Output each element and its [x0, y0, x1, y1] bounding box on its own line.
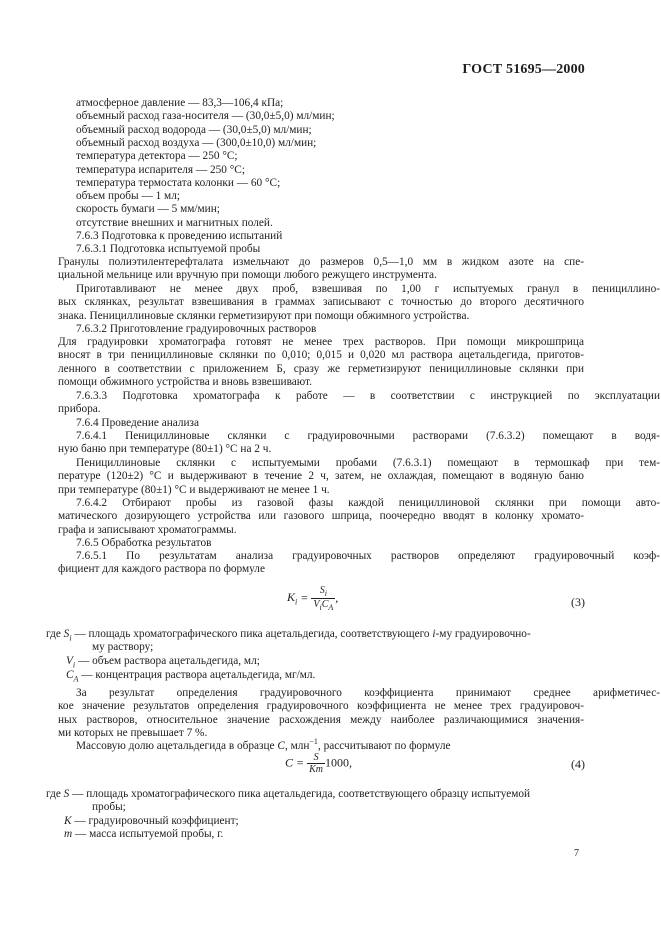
legend-text: — площадь хроматографического пика ацетальдегида, соответствующего	[71, 628, 433, 640]
legend-text: — концентрация раствора ацетальдегида, мг/мл.	[78, 669, 316, 681]
condition-item: объемный расход газа-носителя — (30,0±5,0) мл/мин;	[76, 110, 335, 123]
symbol: C	[277, 739, 285, 752]
text-run: , рассчитывают по формуле	[317, 739, 451, 752]
fraction	[311, 585, 335, 612]
symbol-subscript: i	[295, 597, 298, 607]
symbol: C	[285, 755, 294, 770]
symbol-subscript: i	[319, 603, 322, 612]
paragraph-line: ленного в соответствии с приложением Б, сразу же герметизируют пенициллиновые склянки при	[58, 362, 584, 375]
condition-item: объем пробы — 1 мл;	[76, 190, 180, 203]
symbol-subscript: i	[69, 633, 72, 643]
legend-line: пробы;	[92, 801, 126, 813]
paragraph-line: ми которых не превышает 7 %.	[58, 726, 208, 739]
paragraph-line: 7.6.4.1 Пенициллиновые склянки с градуировочными растворами (7.6.3.2) помещают в водя-	[76, 430, 660, 442]
legend-text: — площадь хроматографического пика ацетальдегида, соответствующего образцу испытуемой	[69, 788, 531, 800]
paragraph-line: помощи обжимного устройства и вновь взвешивают.	[58, 375, 312, 388]
symbol: $C_A$	[321, 599, 334, 612]
condition-item: отсутствие внешних и магнитных полей.	[76, 216, 273, 229]
legend-line	[66, 669, 661, 685]
paragraph-line: 7.6.3.3 Подготовка хроматографа к работе — в соответствии с инструкцией по эксплуатации	[76, 390, 660, 402]
paragraph-line: Пенициллиновые склянки с испытуемыми пробами (7.6.3.1) помещают в термошкаф при тем-	[76, 457, 660, 469]
paragraph-line: 7.6.4.2 Отбирают пробы из газовой фазы каждой пенициллиновой склянки при помощи авто-	[76, 497, 660, 509]
formula-4	[285, 752, 352, 775]
legend-line: му раствору;	[92, 641, 154, 653]
symbol-subscript: i	[72, 660, 76, 670]
condition-item: объемный расход водорода — (30,0±5,0) мл/мин;	[76, 123, 312, 136]
condition-item: температура детектора — 250 °С;	[76, 150, 238, 163]
equals-sign: =	[293, 755, 308, 770]
symbol: K	[64, 815, 72, 827]
formula-tail: ,	[335, 590, 339, 605]
formula-number: (4)	[571, 757, 585, 771]
symbol: $V_i$	[66, 655, 76, 670]
legend-line	[64, 815, 661, 828]
condition-item: объемный расход воздуха — (300,0±10,0) мл/мин;	[76, 136, 317, 149]
condition-item: скорость бумаги — 5 мм/мин;	[76, 203, 220, 216]
formula-3	[287, 585, 338, 612]
denominator	[307, 764, 325, 775]
symbol: $V_i$	[313, 599, 322, 612]
paragraph-line: ных растворов, относительное значение расхождения между наиболее различающимися значения-	[58, 713, 584, 726]
paragraph-line: при температуре (80±1) °С и выдерживают не менее 1 ч.	[58, 483, 330, 496]
paragraph-line: знака. Пенициллиновые склянки герметизируют при помощи обжимного устройства.	[58, 309, 470, 322]
legend-prefix: где	[46, 788, 64, 800]
symbol: S	[313, 752, 319, 763]
text-run: Массовую долю ацетальдегида в образце	[76, 739, 278, 752]
fraction	[307, 752, 325, 775]
symbol: S	[63, 788, 70, 800]
paragraph-line: прибора.	[58, 403, 101, 416]
paragraph-line: фициент для каждого раствора по формуле	[58, 563, 265, 576]
paragraph-line: графа и записывают хроматограммы.	[58, 523, 237, 536]
symbol: i	[432, 628, 436, 640]
section-heading: 7.6.4 Проведение анализа	[76, 417, 200, 429]
section-heading: 7.6.5 Обработка результатов	[76, 537, 212, 549]
legend-text: -му градуировочно-	[435, 628, 531, 640]
paragraph-line: вносят в три пенициллиновые склянки по 0,010; 0,015 и 0,020 мл раствора ацетальдегида, приготов-	[58, 349, 584, 362]
symbol: Km	[309, 764, 324, 775]
condition-item: температура термостата колонки — 60 °С;	[76, 176, 281, 189]
paragraph-line: пературе (120±2) °С и выдерживают в течение 2 ч, затем, не охлаждая, помещают в водяную баню	[58, 470, 584, 483]
paragraph-line	[0, 735, 661, 753]
equals-sign: =	[297, 590, 312, 605]
symbol: $K_i$	[287, 590, 298, 607]
symbol: $S_i$	[63, 628, 72, 643]
legend-prefix: где	[46, 628, 64, 640]
paragraph-line: вых склянках, результат взвешивания в граммах записывают с точностью до второго десятичного	[58, 296, 584, 309]
section-heading: 7.6.3 Подготовка к проведению испытаний	[76, 230, 283, 242]
text-run: , млн	[284, 739, 310, 752]
symbol-subscript: i	[324, 589, 327, 598]
paragraph-line: 7.6.5.1 По результатам анализа градуировочных растворов определяют градуировочный коэф-	[76, 550, 660, 562]
formula-tail: 1000,	[325, 755, 353, 770]
symbol: $S_i$	[319, 585, 327, 598]
paragraph-line: За результат определения градуировочного коэффициента принимают среднее арифметичес-	[76, 687, 660, 699]
symbol-subscript: A	[328, 603, 334, 612]
paragraph-line: Для градуировки хроматографа готовят не менее трех растворов. При помощи микрошприца	[58, 336, 584, 348]
numerator	[311, 585, 335, 599]
superscript: −1	[309, 737, 318, 746]
legend-line	[46, 788, 661, 801]
symbol: m	[64, 828, 73, 840]
denominator	[311, 599, 335, 612]
document-header: ГОСТ 51695—2000	[462, 62, 585, 77]
paragraph-line: циальной мельнице или вручную при помощи любого режущего инструмента.	[58, 269, 437, 282]
paragraph-line: ную баню при температуре (80±1) °С на 2 ч.	[58, 443, 272, 456]
paragraph-line: кое значение результатов определения градуировочного коэффициента не менее трех градуировоч-	[58, 700, 584, 713]
section-heading: 7.6.3.2 Приготовление градуировочных растворов	[76, 323, 317, 335]
section-heading: 7.6.3.1 Подготовка испытуемой пробы	[76, 243, 261, 255]
legend-text: — объем раствора ацетальдегида, мл;	[75, 655, 260, 667]
paragraph-line: Приготавливают не менее двух проб, взвешивая по 1,00 г испытуемых гранул в пенициллино-	[76, 283, 660, 295]
condition-item: температура испарителя — 250 °С;	[76, 163, 245, 176]
page-number: 7	[574, 848, 579, 859]
legend-text: — масса испытуемой пробы, г.	[72, 828, 224, 840]
condition-item: атмосферное давление — 83,3—106,4 кПа;	[76, 97, 284, 109]
legend-line	[64, 828, 661, 841]
legend-text: — градуировочный коэффициент;	[71, 815, 239, 827]
numerator	[307, 752, 325, 764]
paragraph-line: матического дозирующего устройства или газового шприца, поочередно вводят в колонку хромато-	[58, 510, 584, 523]
paragraph-line: Гранулы полиэтилентерефталата измельчают до размеров 0,5—1,0 мм в жидком азоте на спе-	[58, 256, 584, 268]
formula-number: (3)	[571, 595, 585, 609]
symbol-subscript: A	[73, 674, 79, 684]
symbol: $C_A$	[66, 669, 79, 684]
